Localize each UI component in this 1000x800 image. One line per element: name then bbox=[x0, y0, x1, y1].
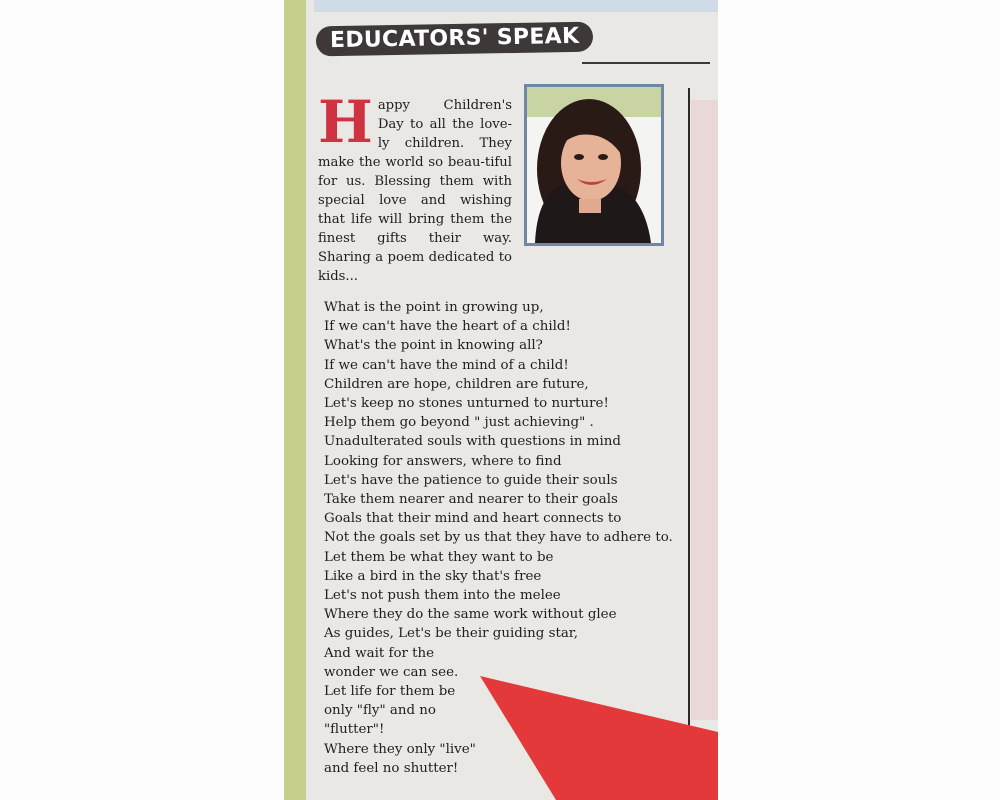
red-triangle-graphic bbox=[284, 0, 718, 800]
poem-line: If we can't have the mind of a child! bbox=[324, 357, 569, 373]
poem-line: Take them nearer and nearer to their goals bbox=[324, 492, 618, 508]
intro-text: appy Children's Day to all the love-ly children. They make the world so beau-tiful for us. Blessing them with special love and wishing that life will bring them the finest gifts their way. Sharing a poem dedicated to kids... bbox=[318, 98, 512, 284]
poem-line: What is the point in growing up, bbox=[324, 300, 544, 315]
poem-line: Let's have the patience to guide their souls bbox=[324, 472, 618, 488]
poem-line: Where they only "live" bbox=[324, 741, 476, 757]
poem-line: "flutter"! bbox=[324, 722, 385, 738]
poem-line: only "fly" and no bbox=[324, 703, 436, 719]
poem-line: Children are hope, children are future, bbox=[324, 376, 589, 392]
poem-line: Help them go beyond " just achieving" . bbox=[324, 415, 594, 431]
poem-line: Let's keep no stones unturned to nurture! bbox=[324, 396, 609, 412]
poem-line: and feel no shutter! bbox=[324, 760, 459, 776]
newspaper-clipping bbox=[284, 0, 718, 800]
poem-line: wonder we can see. bbox=[324, 664, 459, 680]
poem-line: Not the goals set by us that they have to adhere to. bbox=[324, 530, 673, 546]
drop-cap: H bbox=[318, 88, 373, 156]
poem-line: Like a bird in the sky that's free bbox=[324, 568, 542, 584]
poem-line: Let them be what they want to be bbox=[324, 549, 554, 565]
poem-line: Looking for answers, where to find bbox=[324, 453, 562, 469]
section-heading: EDUCATORS' SPEAK bbox=[316, 22, 594, 57]
poem-line: Let's not push them into the melee bbox=[324, 588, 561, 604]
poem-line: Where they do the same work without glee bbox=[324, 607, 617, 623]
poem-line: As guides, Let's be their guiding star, bbox=[324, 626, 578, 642]
poem-line: If we can't have the heart of a child! bbox=[324, 319, 571, 335]
poem-line: Goals that their mind and heart connects to bbox=[324, 511, 622, 527]
poem-line: Unadulterated souls with questions in mind bbox=[324, 434, 621, 450]
poem-line: Let life for them be bbox=[324, 684, 456, 700]
poem-line: What's the point in knowing all? bbox=[324, 338, 543, 354]
poem-line: And wait for the bbox=[324, 645, 435, 661]
